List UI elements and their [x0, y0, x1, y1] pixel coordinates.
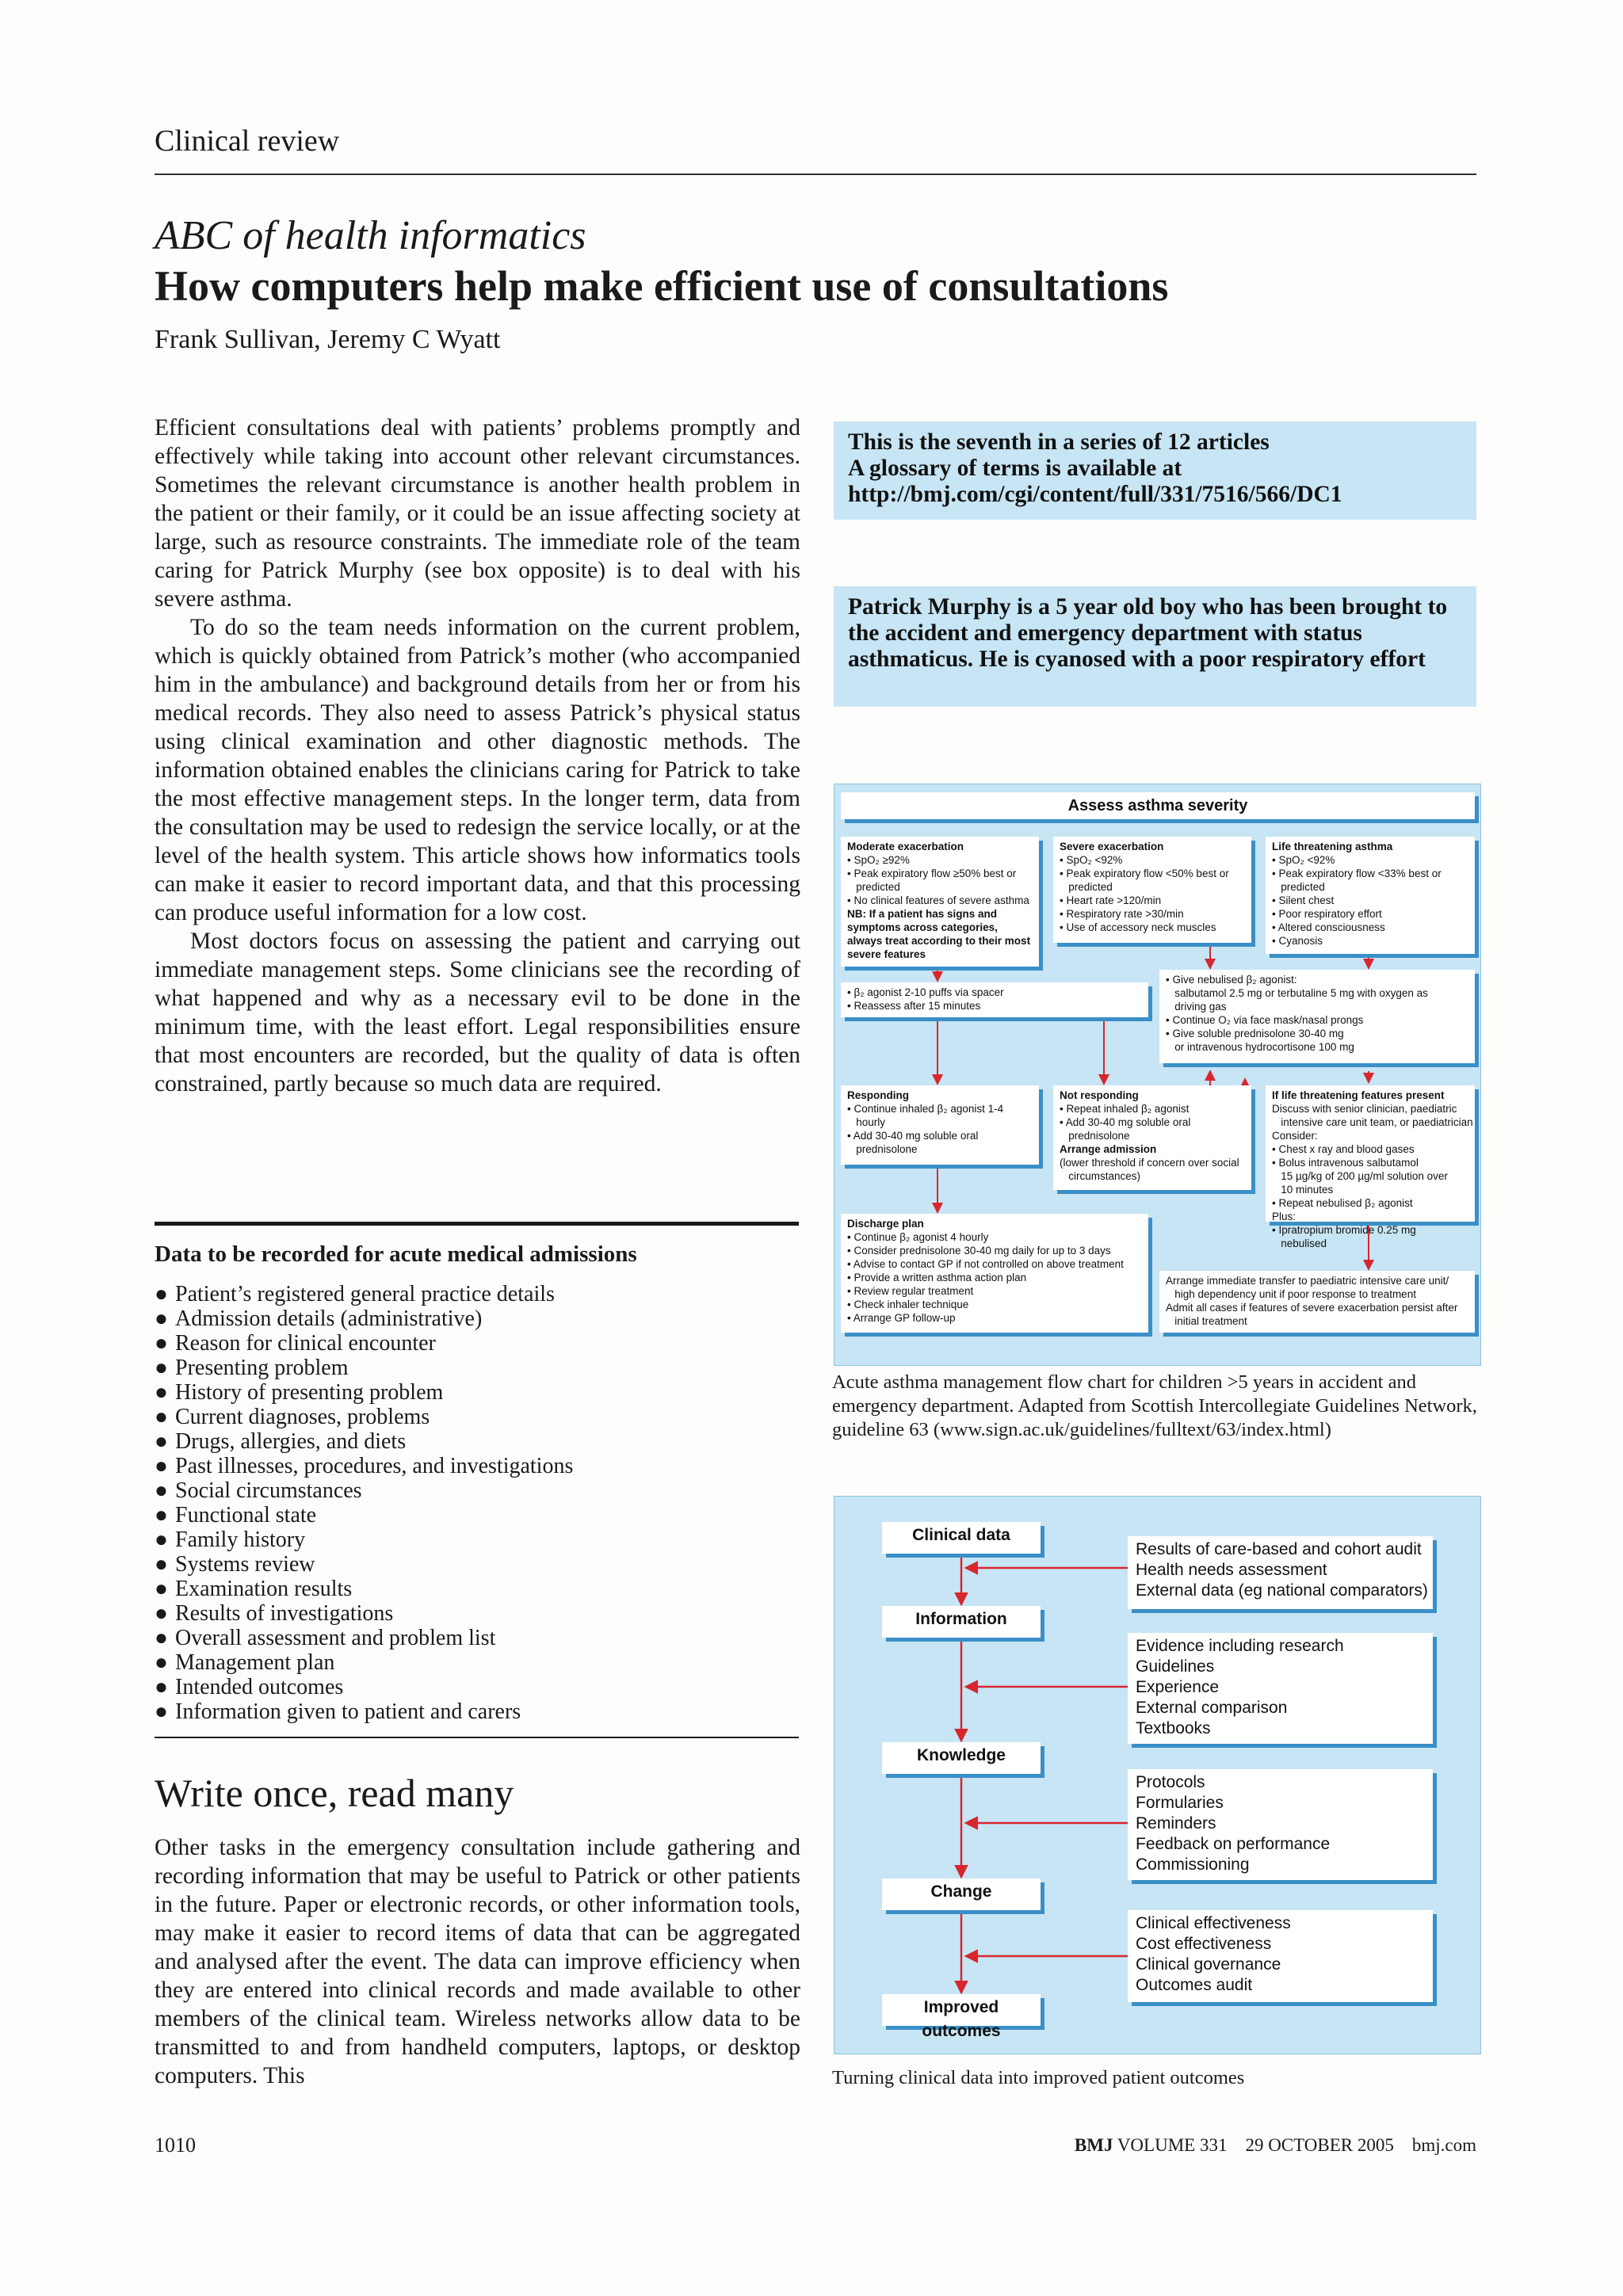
- data-list-item: [155, 1650, 799, 1675]
- bullet-icon: ●: [155, 1405, 168, 1429]
- flow-line: nebulised: [1272, 1238, 1327, 1249]
- data-list-text: Functional state: [175, 1503, 317, 1527]
- flow-line: • Ipratropium bromide 0.25 mg: [1272, 1224, 1416, 1236]
- flow-line: • Check inhaler technique: [847, 1299, 969, 1310]
- moderate-box: [841, 837, 1039, 967]
- flow-line: • Consider prednisolone 30-40 mg daily for up to 3 days: [847, 1245, 1111, 1257]
- bullet-icon: ●: [155, 1331, 168, 1356]
- flow-line: prednisolone: [847, 1143, 918, 1155]
- flow-line: • Give soluble prednisolone 30-40 mg: [1166, 1028, 1344, 1039]
- journal-issue: VOLUME 331 29 OCTOBER 2005 bmj.com: [1117, 2135, 1476, 2155]
- flow-line: • Continue O₂ via face mask/nasal prongs: [1166, 1014, 1364, 1026]
- discharge-head: Discharge plan: [847, 1218, 924, 1230]
- not-responding-head: Not responding: [1060, 1089, 1139, 1101]
- flow-line: salbutamol 2.5 mg or terbutaline 5 mg with oxygen as: [1166, 987, 1428, 999]
- input-item: Outcomes audit: [1136, 1976, 1253, 1994]
- bullet-icon: ●: [155, 1601, 168, 1626]
- data-list-text: Drugs, allergies, and diets: [175, 1429, 407, 1454]
- flow-line: circumstances): [1060, 1170, 1141, 1182]
- flow-line: Consider:: [1272, 1130, 1318, 1142]
- flow-line: • SpO₂ ≥92%: [847, 854, 910, 866]
- life-head: Life threatening asthma: [1272, 841, 1393, 852]
- input-item: Results of care-based and cohort audit: [1136, 1540, 1422, 1558]
- data-list-item: [155, 1380, 799, 1405]
- data-list-item: [155, 1601, 799, 1626]
- flow-line: • Reassess after 15 minutes: [847, 1000, 981, 1012]
- bullet-icon: ●: [155, 1282, 168, 1306]
- data-list-item: [155, 1282, 799, 1306]
- flow-line: predicted: [847, 881, 900, 893]
- paragraph: Other tasks in the emergency consultation include gathering and recording information that may be useful to Patrick or other patients in the future. Paper or electronic records, or other information tools, may make it easier to record items of data that can be aggregated and analysed after the event. The data can improve efficiency when they are entered into clinical records and made available to other members of the clinical team. Wireless networks allow data to be transmitted to and from handheld computers, laptops, or desktop computers. This: [155, 1835, 800, 2088]
- input-item: Textbooks: [1136, 1719, 1211, 1737]
- input-item: Formularies: [1136, 1794, 1224, 1812]
- input-item: Evidence including research: [1136, 1637, 1344, 1655]
- flow-line: • Continue β₂ agonist 4 hourly: [847, 1231, 989, 1243]
- data-list-text: Reason for clinical encounter: [175, 1331, 436, 1356]
- input-item: Health needs assessment: [1136, 1561, 1327, 1579]
- case-box: [834, 586, 1476, 707]
- series-box: [834, 421, 1476, 520]
- bullet-icon: ●: [155, 1429, 168, 1454]
- bullet-icon: ●: [155, 1699, 168, 1724]
- data-list-text: History of presenting problem: [175, 1380, 444, 1405]
- data-list-item: [155, 1626, 799, 1650]
- data-list-text: Social circumstances: [175, 1478, 362, 1503]
- data-list-text: Results of investigations: [175, 1601, 394, 1626]
- flow-line: • Altered consciousness: [1272, 921, 1385, 933]
- data-list-item: [155, 1405, 799, 1429]
- data-list-item: [155, 1331, 799, 1356]
- flow-line: • Add 30-40 mg soluble oral: [1060, 1116, 1191, 1128]
- authors: Frank Sullivan, Jeremy C Wyatt: [155, 325, 501, 354]
- arrange-admission: Arrange admission: [1060, 1143, 1157, 1155]
- paragraph: Most doctors focus on assessing the patient and carrying out immediate management steps. Some clinicians see the recording of what happened and why as a necessary evil to be done in the minimum time, with the least effort. Legal responsibilities ensure that most encounters are recorded, but the quality of data is often constrained, partly because so much data are required.: [155, 929, 800, 1097]
- beta-lines: [847, 986, 1142, 1013]
- stage-information: Information: [882, 1606, 1041, 1638]
- flow-line: predicted: [1272, 881, 1325, 893]
- flow-line: • SpO₂ <92%: [1272, 854, 1335, 866]
- journal-footer: [1075, 2135, 1476, 2156]
- input-item: Feedback on performance: [1136, 1835, 1331, 1853]
- bullet-icon: ●: [155, 1454, 168, 1478]
- page-number: 1010: [155, 2134, 196, 2157]
- input-item: Reminders: [1136, 1814, 1216, 1833]
- discharge-box: [841, 1214, 1148, 1333]
- responding-lines: [847, 1102, 1033, 1156]
- bullet-icon: ●: [155, 1626, 168, 1650]
- paragraph: Efficient consultations deal with patients’ problems promptly and effectively while taking into account other relevant circumstances. Sometimes the relevant circumstance is another health problem in the patient or their family, or it could be an issue affecting society at large, such as resource constraints. The immediate role of the team caring for Patrick Murphy (see box opposite) is to deal with his severe asthma.: [155, 415, 800, 612]
- data-list-text: Family history: [175, 1527, 306, 1552]
- flow-line: • Peak expiratory flow <50% best or: [1060, 868, 1229, 879]
- flow-line: Arrange immediate transfer to paediatric intensive care unit/: [1166, 1275, 1449, 1287]
- input-list: [1136, 1772, 1425, 1875]
- flow-line: • β₂ agonist 2-10 puffs via spacer: [847, 986, 1004, 998]
- input-list: [1136, 1636, 1425, 1739]
- case-text: Patrick Murphy is a 5 year old boy who has been brought to the accident and emergency department with status asthmaticus. He is cyanosed with a poor respiratory effort: [848, 594, 1448, 672]
- input-item: Experience: [1136, 1678, 1220, 1696]
- flow-line: • Peak expiratory flow ≥50% best or: [847, 868, 1017, 879]
- flow-line: • Heart rate >120/min: [1060, 894, 1162, 906]
- flow-line: • Give nebulised β₂ agonist:: [1166, 974, 1297, 986]
- admission-lines: [1060, 1156, 1245, 1183]
- section-label: Clinical review: [155, 124, 340, 158]
- figure-caption-2: Turning clinical data into improved patient outcomes: [832, 2067, 1245, 2088]
- data-list-text: Systems review: [175, 1552, 315, 1577]
- moderate-nb: NB: If a patient has signs and symptoms across categories, always treat according to their most severe features: [847, 908, 1031, 960]
- severe-head: Severe exacerbation: [1060, 841, 1164, 852]
- flow-line: driving gas: [1166, 1001, 1227, 1013]
- life-present-box: [1266, 1085, 1475, 1249]
- data-list-text: Patient’s registered general practice details: [175, 1282, 555, 1306]
- data-list-text: Management plan: [175, 1650, 335, 1675]
- data-list-text: Intended outcomes: [175, 1675, 344, 1699]
- figure-caption-1: Acute asthma management flow chart for children >5 years in accident and emergency department. Adapted from Scottish Intercollegiate Guidelines Network, guideline 63 (www.sign.ac.uk/guidelines/fulltext/63/index.html): [832, 1371, 1477, 1440]
- data-list-item: [155, 1503, 799, 1527]
- moderate-head: Moderate exacerbation: [847, 841, 964, 852]
- flow-line: • Peak expiratory flow <33% best or: [1272, 868, 1442, 879]
- flow-line: • SpO₂ <92%: [1060, 854, 1123, 866]
- flow-line: predicted: [1060, 881, 1113, 893]
- body-text-2: [155, 1833, 800, 2090]
- bullet-icon: ●: [155, 1478, 168, 1503]
- life-present-lines: [1272, 1102, 1473, 1250]
- input-box-2: [1128, 1633, 1433, 1744]
- flow-line: • Poor respiratory effort: [1272, 908, 1382, 920]
- section-heading: Write once, read many: [155, 1771, 514, 1815]
- flow-line: • Silent chest: [1272, 894, 1335, 906]
- input-item: Clinical governance: [1136, 1955, 1281, 1974]
- flow-line: • Repeat inhaled β₂ agonist: [1060, 1103, 1190, 1115]
- data-box-title: Data to be recorded for acute medical admissions: [155, 1241, 637, 1267]
- responding-head: Responding: [847, 1089, 909, 1101]
- flow-line: • Repeat nebulised β₂ agonist: [1272, 1197, 1413, 1209]
- asthma-flowchart: [834, 784, 1481, 1366]
- body-text: [155, 414, 800, 1098]
- flow-line: • Review regular treatment: [847, 1285, 974, 1297]
- box-bottom-rule: [155, 1737, 799, 1738]
- box-top-rule: [155, 1222, 799, 1226]
- input-item: Cost effectiveness: [1136, 1935, 1272, 1953]
- input-box-3: [1128, 1769, 1433, 1880]
- input-item: Guidelines: [1136, 1657, 1215, 1676]
- glossary-line: A glossary of terms is available at http://bmj.com/cgi/content/full/331/7516/566/DC1: [848, 456, 1342, 507]
- bullet-icon: ●: [155, 1306, 168, 1331]
- bullet-icon: ●: [155, 1577, 168, 1601]
- responding-box: [841, 1085, 1039, 1165]
- article-title: How computers help make efficient use of consultations: [155, 262, 1169, 310]
- nebulised-box: [1159, 970, 1475, 1063]
- stage-clinical-data: Clinical data: [882, 1522, 1041, 1554]
- data-list-item: [155, 1429, 799, 1454]
- data-list-text: Admission details (administrative): [175, 1306, 483, 1331]
- flow-line: intensive care unit team, or paediatrician: [1272, 1116, 1473, 1128]
- flow-line: Plus:: [1272, 1211, 1296, 1222]
- flow-line: 10 minutes: [1272, 1184, 1334, 1196]
- paragraph: To do so the team needs information on the current problem, which is quickly obtained from Patrick’s mother (who accompanied him in the ambulance) and background details from her or from his medical records. They also need to assess Patrick’s physical status using clinical examination and other diagnostic methods. The information obtained enables the clinicians caring for Patrick to take the most effective management steps. In the longer term, data from the consultation may be used to redesign the service locally, or at the level of the health system. This article shows how informatics tools can make it easier to record important data, and that this processing can produce useful information for a low cost.: [155, 615, 800, 925]
- input-item: Commissioning: [1136, 1855, 1250, 1874]
- flow-line: 15 µg/kg of 200 µg/ml solution over: [1272, 1170, 1448, 1182]
- data-list-item: [155, 1356, 799, 1380]
- data-recorded-box: [155, 1222, 799, 1738]
- data-list-item: [155, 1527, 799, 1552]
- flow-line: prednisolone: [1060, 1130, 1130, 1142]
- series-title: ABC of health informatics: [155, 213, 586, 258]
- data-list-text: Current diagnoses, problems: [175, 1405, 430, 1429]
- flow-line: • Bolus intravenous salbutamol: [1272, 1157, 1419, 1169]
- data-list-item: [155, 1577, 799, 1601]
- data-list-text: Overall assessment and problem list: [175, 1626, 496, 1650]
- flowchart-title: Assess asthma severity: [841, 792, 1475, 819]
- data-list-item: [155, 1675, 799, 1699]
- flow-line: Admit all cases if features of severe exacerbation persist after: [1166, 1302, 1458, 1314]
- stage-improved-outcomes: Improved outcomes: [882, 1994, 1041, 2026]
- input-item: External data (eg national comparators): [1136, 1581, 1428, 1600]
- journal-name: BMJ: [1074, 2135, 1113, 2155]
- input-list: [1136, 1913, 1425, 1996]
- data-list-item: [155, 1552, 799, 1577]
- life-present-head: If life threatening features present: [1272, 1089, 1445, 1101]
- data-list: [155, 1282, 799, 1724]
- flow-line: hourly: [847, 1116, 886, 1128]
- bullet-icon: ●: [155, 1527, 168, 1552]
- flow-line: • Add 30-40 mg soluble oral: [847, 1130, 979, 1142]
- flow-line: • Chest x ray and blood gases: [1272, 1143, 1415, 1155]
- transfer-box: [1159, 1271, 1475, 1333]
- life-threatening-box: [1266, 837, 1475, 954]
- outcomes-diagram: [834, 1496, 1481, 2054]
- input-list: [1136, 1539, 1428, 1601]
- data-list-item: [155, 1454, 799, 1478]
- not-responding-lines: [1060, 1102, 1245, 1142]
- flow-line: high dependency unit if poor response to treatment: [1166, 1288, 1416, 1300]
- flow-line: • Respiratory rate >30/min: [1060, 908, 1184, 920]
- header-rule: [155, 174, 1476, 175]
- bullet-icon: ●: [155, 1650, 168, 1675]
- neb-lines: [1166, 973, 1468, 1054]
- life-lines: [1272, 853, 1468, 948]
- data-list-item: [155, 1478, 799, 1503]
- input-item: Protocols: [1136, 1773, 1205, 1791]
- flow-line: • Advise to contact GP if not controlled on above treatment: [847, 1258, 1124, 1270]
- input-item: Clinical effectiveness: [1136, 1914, 1291, 1932]
- flow-line: or intravenous hydrocortisone 100 mg: [1166, 1041, 1354, 1053]
- flow-line: • Provide a written asthma action plan: [847, 1272, 1027, 1283]
- severe-box: [1053, 837, 1251, 943]
- bullet-icon: ●: [155, 1356, 168, 1380]
- flow-line: (lower threshold if concern over social: [1060, 1157, 1239, 1169]
- severe-lines: [1060, 853, 1245, 934]
- input-box-1: [1128, 1536, 1433, 1609]
- data-list-item: [155, 1306, 799, 1331]
- series-line: This is the seventh in a series of 12 articles: [848, 429, 1270, 455]
- not-responding-box: [1053, 1085, 1251, 1190]
- data-list-item: [155, 1699, 799, 1724]
- stage-knowledge: Knowledge: [882, 1742, 1041, 1774]
- moderate-lines: [847, 853, 1033, 907]
- transfer-lines: [1166, 1274, 1468, 1328]
- bullet-icon: ●: [155, 1380, 168, 1405]
- flow-line: • Cyanosis: [1272, 935, 1323, 947]
- flow-line: initial treatment: [1166, 1315, 1247, 1327]
- flow-line: • Use of accessory neck muscles: [1060, 921, 1216, 933]
- bullet-icon: ●: [155, 1503, 168, 1527]
- flow-line: • Arrange GP follow-up: [847, 1312, 956, 1324]
- beta-agonist-box: [841, 982, 1148, 1017]
- discharge-lines: [847, 1230, 1142, 1325]
- data-list-text: Examination results: [175, 1577, 353, 1601]
- flow-line: • Continue inhaled β₂ agonist 1-4: [847, 1103, 1004, 1115]
- data-list-text: Past illnesses, procedures, and investigations: [175, 1454, 574, 1478]
- bullet-icon: ●: [155, 1552, 168, 1577]
- flow-line: • No clinical features of severe asthma: [847, 894, 1029, 906]
- bullet-icon: ●: [155, 1675, 168, 1699]
- input-item: External comparison: [1136, 1699, 1288, 1717]
- data-list-text: Information given to patient and carers: [175, 1699, 521, 1724]
- flow-line: Discuss with senior clinician, paediatric: [1272, 1103, 1457, 1115]
- data-list-text: Presenting problem: [175, 1356, 349, 1380]
- input-box-4: [1128, 1910, 1433, 2002]
- stage-change: Change: [882, 1878, 1041, 1910]
